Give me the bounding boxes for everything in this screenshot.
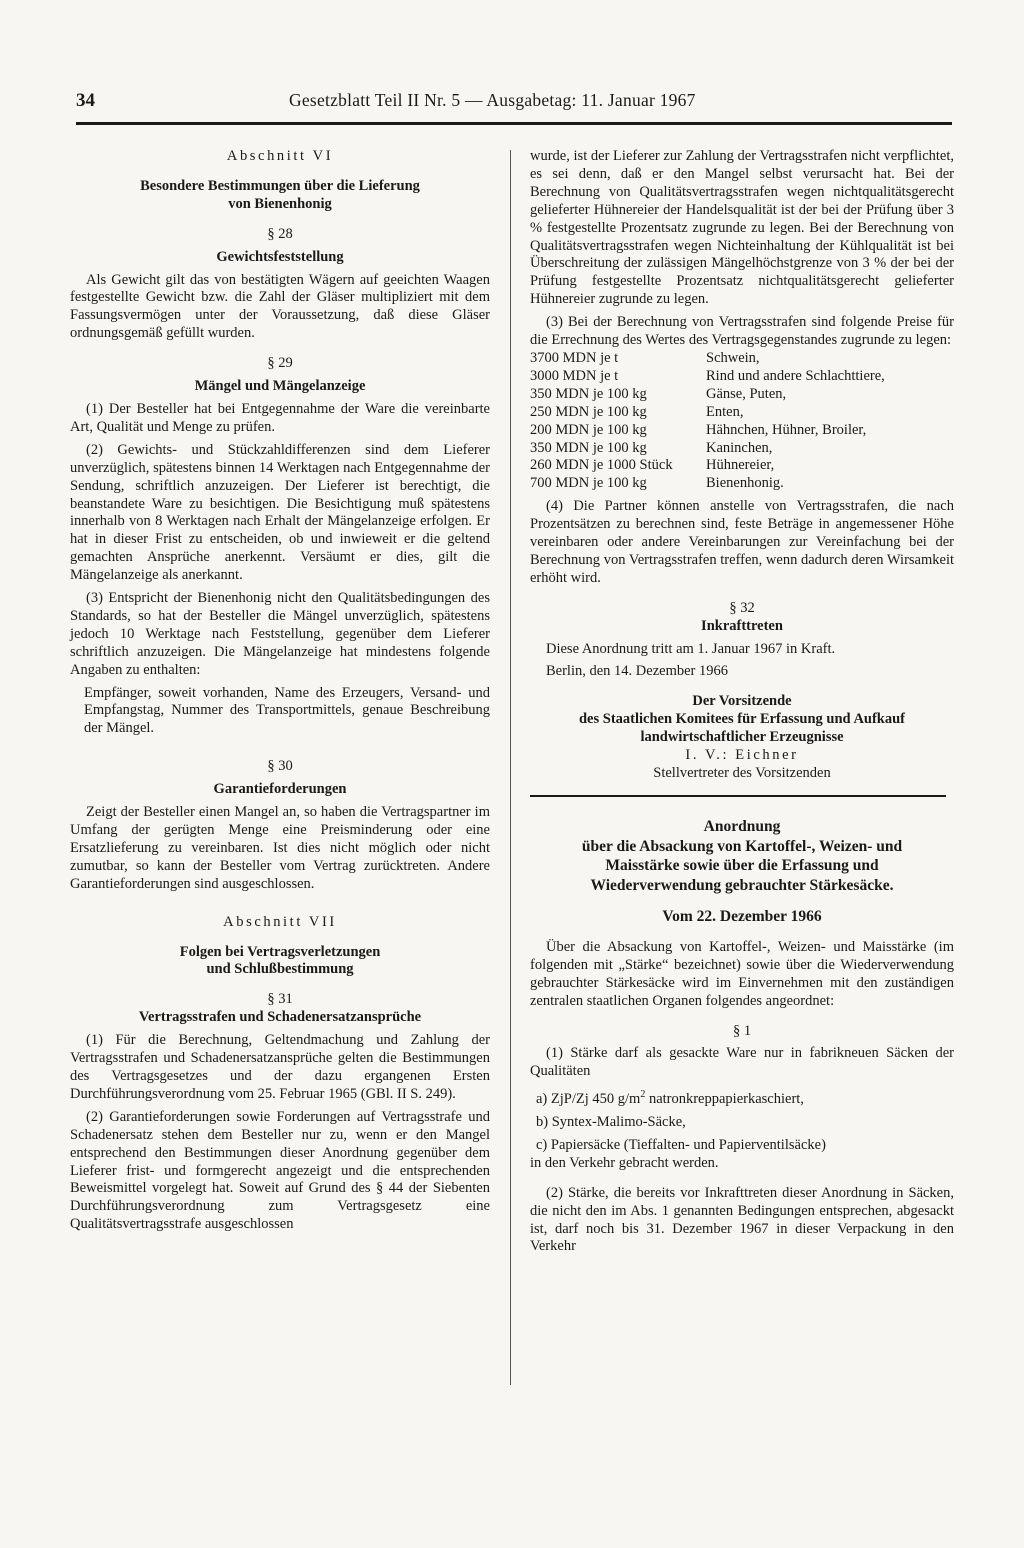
list-item-b: b) Syntex-Malimo-Säcke, <box>536 1113 686 1130</box>
paragraph-31-clause-4: (4) Die Partner können anstelle von Vertragsstrafen, die nach Prozentsätzen zu berechnen sind, feste Beträge in angemessener Höhe vereinbaren oder andere Vereinbarungen zur Vereinfachung bei der Berechnung von Vertragsstrafen treffen, wenn dadurch deren Wirsamkeit erhöht wird. <box>530 498 954 586</box>
paragraph-29-clause-2: (2) Gewichts- und Stückzahldifferenzen sind dem Lieferer unverzüglich, spätestens binnen 14 Werktagen nach Entgegennahme der Sendung, schriftlich anzuzeigen. Der Lieferer ist berechtigt, die beanstandete Ware zu besichtigen. Die Besichtigung muß spätestens innerhalb von 8 Werktagen nach Erhalt der Mängelanzeige erfolgen. Er hat in dieser Frist zu entscheiden, ob und inwieweit er die geltend gemachten Ansprüche anerkennt. Versäumt er dies, gilt die Mängelanzeige als anerkannt. <box>70 441 490 584</box>
paragraph-1-clause-1: (1) Stärke darf als gesackte Ware nur in fabrikneuen Säcken der Qualitäten <box>530 1045 954 1080</box>
paragraph-title-28: Gewichtsfeststellung <box>216 248 344 265</box>
section-title-vi-line1: Besondere Bestimmungen über die Lieferung <box>140 177 420 194</box>
paragraph-31-clause-3: (3) Bei der Berechnung von Vertragsstrafen sind folgende Preise für die Errechnung des Wertes des Vertragsgegenstandes zugrunde zu legen: <box>530 314 954 349</box>
paragraph-29-list: Empfänger, soweit vorhanden, Name des Erzeugers, Versand- und Empfangstag, Nummer des Transportmittels, genaue Beschreibung der Mängel. <box>84 684 490 737</box>
list-item-c: c) Papiersäcke (Tieffalten- und Papierventilsäcke) <box>536 1136 826 1153</box>
paragraph-number-1: § 1 <box>732 1022 752 1039</box>
paragraph-31-continuation: wurde, ist der Lieferer zur Zahlung der Vertragsstrafen nicht verpflichtet, es sei denn, daß er den Mangel selbst verursacht hat. Bei der Berechnung von Qualitätsvertragsstrafen wegen nichtqualitätsgerecht gelieferter Hühnereier der Handelsqualität ist der bei der Prüfung über 3 % festgestellte Prozentsatz zugrunde zu legen. Bei der Berechnung von Qualitätsvertragsstrafen wegen Nichteinhaltung der Kühlqualität ist bei Überschreitung der zulässigen Mängelhöchstgrenze von 3 % der bei der Prüfung festgestellte Prozentsatz nichtqualitätsgerecht gelieferter Hühnereier zugrunde zu legen. <box>530 148 954 308</box>
paragraph-title-29: Mängel und Mängelanzeige <box>194 378 366 395</box>
price-item: Enten, <box>706 403 744 420</box>
price-item: Hühnereier, <box>706 457 775 474</box>
paragraph-number-29: § 29 <box>267 355 293 372</box>
list-item-a-text: a) ZjP/Zj 450 g/m <box>536 1091 641 1108</box>
paragraph-1-clause-1-tail: in den Verkehr gebracht werden. <box>530 1154 719 1171</box>
price-item: Hähnchen, Hühner, Broiler, <box>706 421 867 438</box>
signatory-title-line2: des Staatlichen Komitees für Erfassung und Aufkauf <box>578 711 906 728</box>
list-item-a-superscript: 2 <box>640 1089 646 1101</box>
price-table <box>530 350 954 493</box>
price-amount: 3000 MDN je t <box>530 367 619 384</box>
paragraph-number-32: § 32 <box>729 599 755 616</box>
price-item: Bienenhonig. <box>706 475 784 492</box>
price-amount: 350 MDN je 100 kg <box>530 439 647 456</box>
paragraph-number-30: § 30 <box>267 758 293 775</box>
paragraph-29-clause-1: (1) Der Besteller hat bei Entgegennahme der Ware die vereinbarte Art, Qualität und Menge zu prüfen. <box>70 400 490 435</box>
left-column <box>70 148 490 1234</box>
header-rule <box>76 122 952 125</box>
signatory-title-line1: Der Vorsitzende <box>692 693 792 710</box>
paragraph-1-clause-2: (2) Stärke, die bereits vor Inkrafttreten dieser Anordnung in Säcken, die nicht den im Abs. 1 genannten Bedingungen entsprechen, abgesackt ist, darf noch bis 31. Dezember 1967 in dieser Verpackung in den Verkehr <box>530 1184 954 1255</box>
price-row <box>530 350 954 368</box>
section-title-vi-line2: von Bienenhonig <box>228 195 332 212</box>
paragraph-number-31: § 31 <box>267 991 293 1008</box>
signatory-role: Stellvertreter des Vorsitzenden <box>653 765 831 781</box>
price-amount: 200 MDN je 100 kg <box>530 421 647 438</box>
price-item: Schwein, <box>706 349 760 366</box>
ordinance-subtitle-line1: über die Absackung von Kartoffel-, Weizen- und <box>581 837 903 855</box>
paragraph-29-clause-3: (3) Entspricht der Bienenhonig nicht den Qualitätsbedingungen des Standards, so hat der Besteller die Mängel unverzüglich, spätestens jedoch 10 Werktage nach Feststellung, gegenüber dem Lieferer schriftlich anzuzeigen. Die Mängelanzeige hat mindestens folgende Angaben zu enthalten: <box>70 590 490 678</box>
paragraph-31-clause-1: (1) Für die Berechnung, Geltendmachung und Zahlung der Vertragsstrafen und Schadenersatzansprüche gelten die Bestimmungen des Vertragsgesetzes und der dazu ergangenen Ersten Durchführungsverordnung vom 25. Februar 1965 (GBl. II S. 249). <box>70 1032 490 1102</box>
signatory-title-line3: landwirtschaftlicher Erzeugnisse <box>640 729 844 746</box>
section-heading-vi: Abschnitt VI <box>226 148 334 164</box>
price-row <box>530 368 954 386</box>
signatory-name: I. V.: Eichner <box>685 747 799 764</box>
price-item: Rind und andere Schlachttiere, <box>706 367 885 384</box>
price-amount: 260 MDN je 1000 Stück <box>530 457 673 474</box>
list-item-a <box>530 1086 954 1109</box>
page-header <box>76 88 952 124</box>
price-row <box>530 404 954 422</box>
price-row <box>530 422 954 440</box>
paragraph-title-30: Garantieforderungen <box>213 781 347 798</box>
paragraph-number-28: § 28 <box>267 225 293 242</box>
column-divider <box>510 150 511 1385</box>
price-item: Kaninchen, <box>706 439 773 456</box>
paragraph-text-28: Als Gewicht gilt das von bestätigten Wägern auf geeichten Waagen festgestellte Gewicht bzw. die Zahl der Gläser multipliziert mit dem Fassungsvermögen unter der Voraussetzung, daß diese Gläser ordnungsgemäß gefüllt wurden. <box>70 271 490 342</box>
paragraph-text-30: Zeigt der Besteller einen Mangel an, so haben die Vertragspartner im Umfang der gerügten Menge eine Preisminderung oder eine Ersatzlieferung zu vereinbaren. Ist dies nicht möglich oder nicht zumutbar, so kann der Besteller vom Vertrag zurücktreten. Andere Garantieforderungen sind ausgeschlossen. <box>70 804 490 892</box>
ordinance-date: Vom 22. Dezember 1966 <box>662 908 822 926</box>
ordinance-preamble: Über die Absackung von Kartoffel-, Weizen- und Maisstärke (im folgenden mit „Stärke“ bezeichnet) sowie über die Wiederverwendung gebrauchter Stärkesäcke wird im Einvernehmen mit den zuständigen zentralen staatlichen Organen folgendes angeordnet: <box>530 938 954 1009</box>
place-and-date: Berlin, den 14. Dezember 1966 <box>546 663 729 680</box>
paragraph-title-31: Vertragsstrafen und Schadenersatzansprüche <box>138 1009 422 1026</box>
price-amount: 700 MDN je 100 kg <box>530 475 647 492</box>
ordinance-subtitle-line3: Wiederverwendung gebrauchter Stärkesäcke. <box>590 876 894 894</box>
list-item-a-text-end: natronkreppapierkaschiert, <box>645 1091 804 1108</box>
gazette-title: Gesetzblatt Teil II Nr. 5 — Ausgabetag: 11. Januar 1967 <box>289 90 696 110</box>
paragraph-31-clause-2: (2) Garantieforderungen sowie Forderungen auf Vertragsstrafe und Schadenersatz stehen dem Besteller nur zu, wenn er den Mangel entsprechend den Bestimmungen dieser Anordnung gegenüber dem Lieferer frist- und formgerecht angezeigt und die entsprechenden Beweismittel vorgelegt hat. Soweit auf Grund des § 44 der Siebenten Durchführungsverordnung zum Vertragsgesetz eine Qualitätsvertragsstrafe ausgeschlossen <box>70 1108 490 1233</box>
price-amount: 250 MDN je 100 kg <box>530 403 647 420</box>
price-row <box>530 386 954 404</box>
page-number: 34 <box>76 90 95 111</box>
ordinance-title: Anordnung <box>703 818 781 836</box>
price-row <box>530 457 954 475</box>
section-heading-vii: Abschnitt VII <box>223 913 337 930</box>
price-amount: 3700 MDN je t <box>530 349 619 366</box>
price-row <box>530 440 954 458</box>
right-column <box>530 148 954 1256</box>
paragraph-text-32: Diese Anordnung tritt am 1. Januar 1967 in Kraft. <box>546 640 836 657</box>
paragraph-title-32: Inkrafttreten <box>701 617 783 634</box>
section-title-vii-line2: und Schlußbestimmung <box>206 961 354 978</box>
ordinance-subtitle-line2: Maisstärke sowie über die Erfassung und <box>605 857 879 875</box>
price-row <box>530 475 954 493</box>
section-title-vii-line1: Folgen bei Vertragsverletzungen <box>179 943 381 960</box>
price-amount: 350 MDN je 100 kg <box>530 385 647 402</box>
price-item: Gänse, Puten, <box>706 385 787 402</box>
section-rule <box>530 795 946 798</box>
